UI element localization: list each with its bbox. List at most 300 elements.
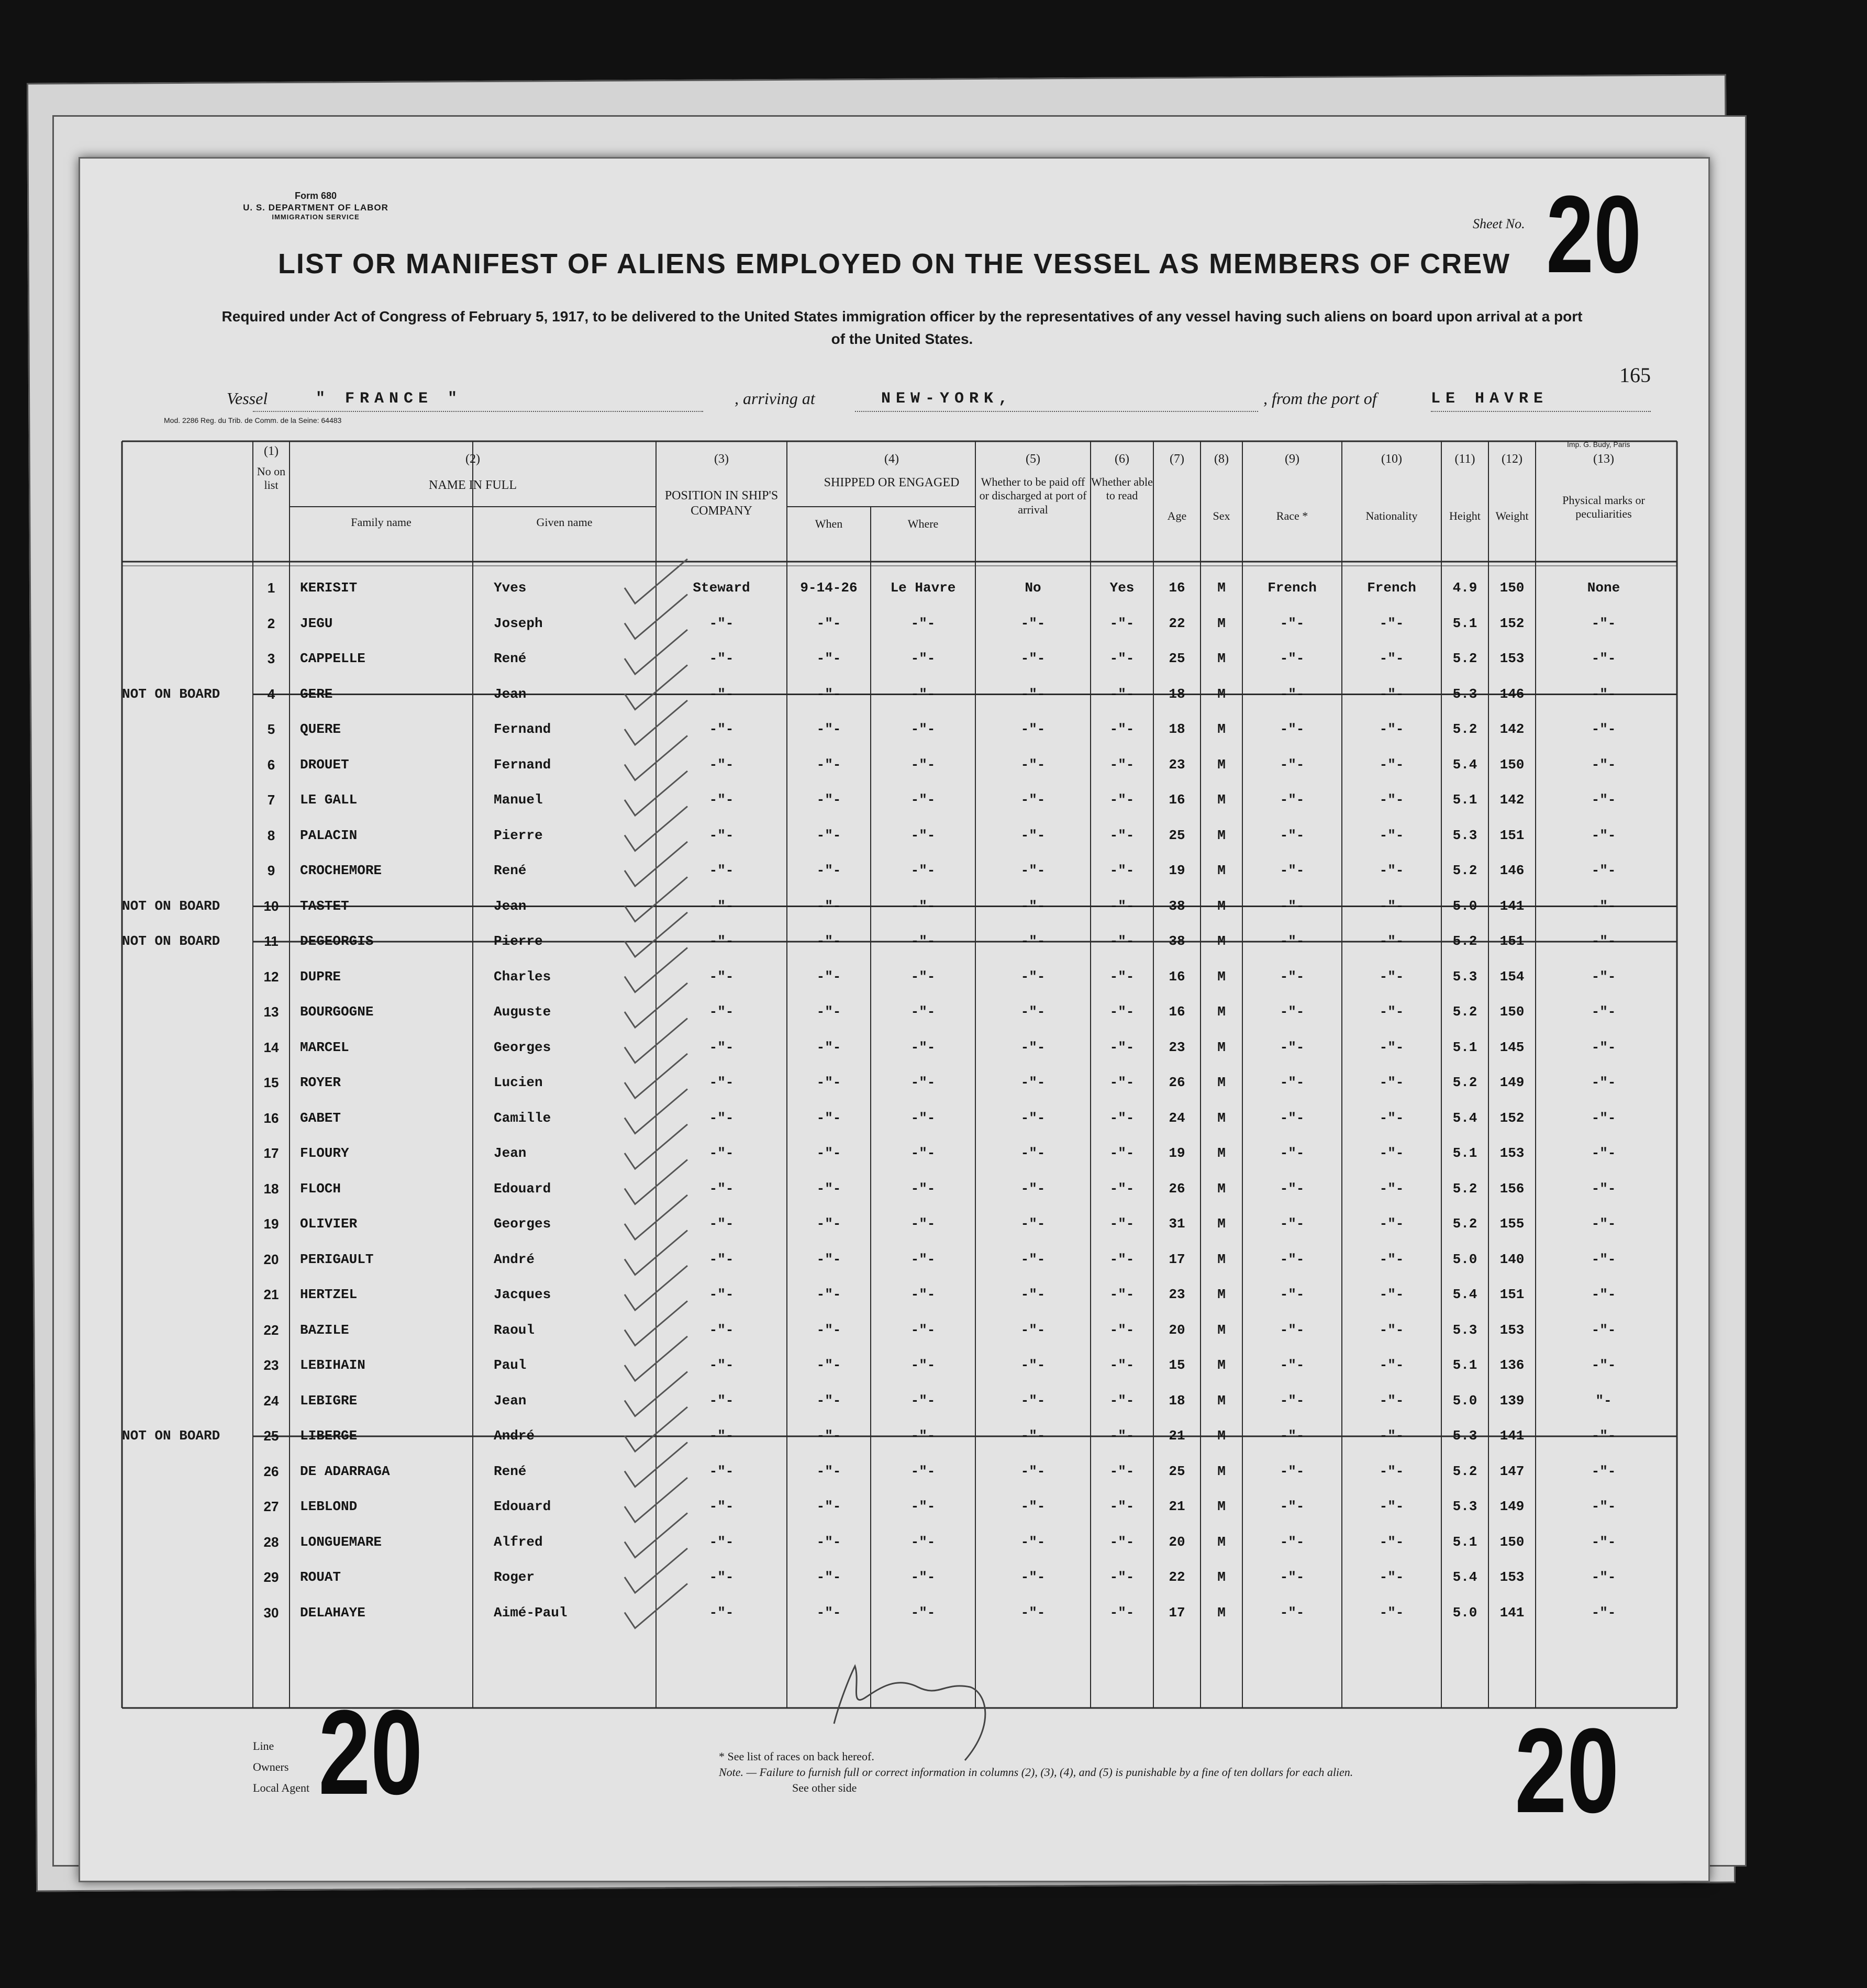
cell-read: -"- — [1109, 1287, 1135, 1302]
col11-num: (11) — [1454, 452, 1475, 466]
cell-sex: M — [1217, 827, 1226, 843]
cell-weight: 152 — [1499, 615, 1525, 631]
cell-marks: -"- — [1591, 1004, 1616, 1020]
cell-position: -"- — [709, 933, 734, 949]
cell-where: -"- — [910, 1004, 936, 1020]
cell-race: -"- — [1280, 686, 1305, 702]
col7-label: Age — [1167, 509, 1187, 522]
cell-race: -"- — [1280, 827, 1305, 843]
cell-given: Camille — [494, 1110, 551, 1126]
cell-race: -"- — [1280, 1075, 1305, 1090]
cell-nat: -"- — [1379, 1145, 1404, 1161]
cell-read: -"- — [1109, 1216, 1135, 1232]
col1-num: (1) — [264, 444, 279, 458]
cell-when: -"- — [816, 863, 841, 878]
cell-given: Auguste — [494, 1004, 551, 1020]
col2-num: (2) — [465, 452, 480, 466]
cell-marks: -"- — [1591, 1357, 1616, 1373]
cell-given: Charles — [494, 968, 551, 985]
cell-height: 5.0 — [1452, 1604, 1477, 1621]
cell-given: Manuel — [494, 792, 543, 808]
cell-weight: 150 — [1499, 1534, 1525, 1550]
cell-when: -"- — [816, 1039, 841, 1055]
cell-weight: 153 — [1499, 1145, 1525, 1161]
cell-read: -"- — [1109, 863, 1135, 878]
cell-age: 21 — [1169, 1499, 1185, 1514]
cell-position: Steward — [693, 580, 750, 596]
cell-when: -"- — [816, 651, 841, 666]
cell-weight: 140 — [1499, 1251, 1525, 1267]
cell-read: -"- — [1109, 686, 1135, 702]
cell-no: 12 — [263, 968, 279, 985]
cell-read: -"- — [1109, 933, 1135, 949]
cell-read: -"- — [1109, 1357, 1135, 1373]
cell-height: 5.4 — [1452, 1110, 1477, 1126]
cell-marks: -"- — [1591, 1251, 1616, 1267]
cell-paid: -"- — [1020, 721, 1046, 737]
cell-no: 13 — [263, 1004, 279, 1020]
cell-race: -"- — [1280, 968, 1305, 985]
cell-given: Edouard — [494, 1499, 551, 1514]
cell-given: Pierre — [494, 933, 543, 949]
cell-paid: -"- — [1020, 1322, 1046, 1338]
cell-age: 20 — [1169, 1322, 1185, 1338]
cell-no: 22 — [263, 1322, 279, 1338]
cell-nat: -"- — [1379, 1039, 1404, 1055]
cell-read: -"- — [1109, 1322, 1135, 1338]
cell-race: -"- — [1280, 1251, 1305, 1267]
cell-sex: M — [1217, 1216, 1226, 1232]
cell-sex: M — [1217, 721, 1226, 737]
cell-when: -"- — [816, 1357, 841, 1373]
cell-race: -"- — [1280, 1569, 1305, 1585]
cell-when: -"- — [816, 1499, 841, 1514]
cell-when: 9-14-26 — [800, 580, 858, 596]
cell-no: 10 — [263, 898, 279, 914]
cell-position: -"- — [709, 686, 734, 702]
cell-marks: -"- — [1591, 898, 1616, 914]
cell-height: 5.2 — [1452, 863, 1477, 878]
cell-weight: 150 — [1499, 580, 1525, 596]
cell-weight: 155 — [1499, 1216, 1525, 1232]
cell-family: CROCHEMORE — [300, 863, 382, 878]
cell-weight: 154 — [1499, 968, 1525, 985]
cell-when: -"- — [816, 1251, 841, 1267]
service: IMMIGRATION SERVICE — [272, 213, 360, 221]
owners-label: Owners — [253, 1760, 289, 1773]
cell-weight: 145 — [1499, 1039, 1525, 1055]
col2-label: NAME IN FULL — [429, 478, 517, 492]
cell-height: 5.2 — [1452, 1004, 1477, 1020]
page-title: LIST OR MANIFEST OF ALIENS EMPLOYED ON THE VESSEL AS MEMBERS OF CREW — [277, 248, 1511, 280]
col7-num: (7) — [1170, 452, 1184, 466]
cell-paid: -"- — [1020, 968, 1046, 985]
cell-position: -"- — [709, 1004, 734, 1020]
cell-age: 19 — [1169, 863, 1185, 878]
cell-paid: -"- — [1020, 1075, 1046, 1090]
cell-read: -"- — [1109, 1039, 1135, 1055]
cell-family: ROYER — [300, 1075, 341, 1090]
cell-where: -"- — [910, 827, 936, 843]
col4b-label: Where — [907, 517, 939, 530]
check-marks — [625, 559, 687, 1628]
cell-age: 15 — [1169, 1357, 1185, 1373]
cell-no: 26 — [263, 1463, 279, 1479]
cell-given: Jean — [494, 686, 527, 702]
cell-sex: M — [1217, 792, 1226, 808]
cell-nat: -"- — [1379, 1075, 1404, 1090]
cell-read: Yes — [1109, 580, 1135, 596]
cell-family: QUERE — [300, 721, 341, 737]
cell-marks: -"- — [1591, 1428, 1616, 1444]
cell-height: 5.3 — [1452, 968, 1477, 985]
cell-age: 26 — [1169, 1180, 1185, 1197]
cell-position: -"- — [709, 1428, 734, 1444]
cell-family: MARCEL — [300, 1039, 349, 1055]
cell-read: -"- — [1109, 792, 1135, 808]
cell-height: 5.3 — [1452, 1428, 1477, 1444]
col8-num: (8) — [1214, 452, 1229, 466]
signature — [834, 1666, 985, 1760]
cell-given: Joseph — [494, 615, 543, 631]
cell-marks: -"- — [1591, 1039, 1616, 1055]
cell-when: -"- — [816, 756, 841, 773]
cell-given: Roger — [494, 1569, 535, 1585]
cell-marks: -"- — [1591, 1534, 1616, 1550]
cell-read: -"- — [1109, 1075, 1135, 1090]
cell-weight: 150 — [1499, 1004, 1525, 1020]
cell-position: -"- — [709, 1463, 734, 1479]
cell-position: -"- — [709, 721, 734, 737]
col4a-label: When — [815, 517, 843, 530]
cell-marks: -"- — [1591, 721, 1616, 737]
cell-weight: 151 — [1499, 827, 1525, 843]
cell-family: FLOCH — [300, 1180, 341, 1197]
cell-no: 21 — [263, 1287, 279, 1302]
cell-weight: 141 — [1499, 1604, 1525, 1621]
cell-sex: M — [1217, 1604, 1226, 1621]
not-on-board-remark: NOT ON BOARD — [122, 933, 220, 949]
cell-nat: -"- — [1379, 1357, 1404, 1373]
cell-marks: -"- — [1591, 686, 1616, 702]
cell-paid: -"- — [1020, 1145, 1046, 1161]
cell-age: 24 — [1169, 1110, 1185, 1126]
cell-sex: M — [1217, 1039, 1226, 1055]
cell-no: 16 — [263, 1110, 279, 1126]
cell-no: 3 — [267, 651, 275, 666]
cell-sex: M — [1217, 1322, 1226, 1338]
cell-nat: -"- — [1379, 1180, 1404, 1197]
cell-no: 9 — [267, 863, 275, 878]
cell-family: KERISIT — [300, 580, 358, 596]
cell-sex: M — [1217, 968, 1226, 985]
cell-weight: 146 — [1499, 863, 1525, 878]
cell-position: -"- — [709, 1287, 734, 1302]
cell-sex: M — [1217, 1463, 1226, 1479]
cell-when: -"- — [816, 1534, 841, 1550]
manifest-page — [79, 157, 1710, 1882]
cell-given: Paul — [494, 1357, 527, 1373]
col12-num: (12) — [1502, 452, 1523, 466]
cell-read: -"- — [1109, 721, 1135, 737]
cell-nat: -"- — [1379, 933, 1404, 949]
cell-where: -"- — [910, 1110, 936, 1126]
cell-nat: -"- — [1379, 1428, 1404, 1444]
cell-read: -"- — [1109, 1004, 1135, 1020]
cell-given: Fernand — [494, 721, 551, 737]
cell-marks: -"- — [1591, 827, 1616, 843]
races-note: * See list of races on back hereof. — [719, 1750, 874, 1763]
cell-where: -"- — [910, 1287, 936, 1302]
cell-marks: -"- — [1591, 933, 1616, 949]
cell-age: 17 — [1169, 1251, 1185, 1267]
arriving-label: , arriving at — [735, 389, 815, 408]
cell-position: -"- — [709, 1180, 734, 1197]
cell-when: -"- — [816, 968, 841, 985]
cell-paid: -"- — [1020, 1534, 1046, 1550]
cell-read: -"- — [1109, 1392, 1135, 1409]
cell-where: -"- — [910, 686, 936, 702]
cell-given: André — [494, 1251, 535, 1267]
cell-family: LIBERGE — [300, 1428, 358, 1444]
cell-weight: 153 — [1499, 1569, 1525, 1585]
cell-no: 6 — [267, 756, 275, 773]
page-number: 165 — [1619, 363, 1651, 387]
from-port: LE HAVRE — [1431, 390, 1549, 408]
cell-read: -"- — [1109, 1145, 1135, 1161]
cell-marks: -"- — [1591, 1463, 1616, 1479]
cell-race: -"- — [1280, 1357, 1305, 1373]
cell-marks: -"- — [1591, 1569, 1616, 1585]
cell-paid: -"- — [1020, 1180, 1046, 1197]
cell-nat: -"- — [1379, 898, 1404, 914]
cell-given: Aimé-Paul — [494, 1604, 568, 1621]
cell-position: -"- — [709, 756, 734, 773]
cell-when: -"- — [816, 827, 841, 843]
cell-marks: -"- — [1591, 863, 1616, 878]
cell-paid: -"- — [1020, 1216, 1046, 1232]
cell-given: Jean — [494, 1145, 527, 1161]
cell-family: DROUET — [300, 756, 349, 773]
cell-when: -"- — [816, 1075, 841, 1090]
cell-where: -"- — [910, 1075, 936, 1090]
cell-family: LEBIGRE — [300, 1392, 358, 1409]
cell-where: -"- — [910, 1322, 936, 1338]
cell-family: BOURGOGNE — [300, 1004, 374, 1020]
arriving-port: NEW-YORK, — [881, 390, 1014, 408]
cell-position: -"- — [709, 863, 734, 878]
col13-num: (13) — [1593, 452, 1614, 466]
cell-height: 5.0 — [1452, 898, 1477, 914]
not-on-board-remark: NOT ON BOARD — [122, 686, 220, 702]
cell-when: -"- — [816, 1604, 841, 1621]
cell-age: 16 — [1169, 580, 1185, 596]
cell-height: 5.2 — [1452, 651, 1477, 666]
cell-nat: -"- — [1379, 792, 1404, 808]
cell-position: -"- — [709, 1039, 734, 1055]
cell-nat: -"- — [1379, 863, 1404, 878]
col6-label: Whether able to read — [1091, 475, 1153, 502]
cell-height: 5.2 — [1452, 721, 1477, 737]
cell-weight: 141 — [1499, 898, 1525, 914]
mod-line: Mod. 2286 Reg. du Trib. de Comm. de la Seine: 64483 — [164, 416, 342, 425]
cell-position: -"- — [709, 1110, 734, 1126]
cell-when: -"- — [816, 1004, 841, 1020]
cell-race: -"- — [1280, 1534, 1305, 1550]
cell-nat: -"- — [1379, 1216, 1404, 1232]
cell-height: 5.2 — [1452, 1075, 1477, 1090]
cell-age: 25 — [1169, 651, 1185, 666]
cell-no: 27 — [263, 1499, 279, 1514]
cell-race: -"- — [1280, 1322, 1305, 1338]
cell-where: -"- — [910, 1534, 936, 1550]
cell-marks: -"- — [1591, 1180, 1616, 1197]
cell-family: PERIGAULT — [300, 1251, 374, 1267]
cell-given: Fernand — [494, 756, 551, 773]
cell-given: Jacques — [494, 1287, 551, 1302]
cell-read: -"- — [1109, 827, 1135, 843]
cell-when: -"- — [816, 1463, 841, 1479]
cell-height: 5.1 — [1452, 1145, 1477, 1161]
cell-marks: "- — [1595, 1392, 1612, 1409]
cell-position: -"- — [709, 1604, 734, 1621]
cell-age: 18 — [1169, 1392, 1185, 1409]
cell-where: -"- — [910, 1463, 936, 1479]
cell-where: -"- — [910, 1145, 936, 1161]
cell-sex: M — [1217, 651, 1226, 666]
cell-read: -"- — [1109, 1110, 1135, 1126]
cell-where: -"- — [910, 1499, 936, 1514]
cell-nat: -"- — [1379, 1110, 1404, 1126]
cell-paid: -"- — [1020, 651, 1046, 666]
cell-age: 16 — [1169, 792, 1185, 808]
cell-nat: -"- — [1379, 1287, 1404, 1302]
cell-no: 17 — [263, 1145, 279, 1161]
cell-marks: -"- — [1591, 1499, 1616, 1514]
cell-position: -"- — [709, 1322, 734, 1338]
cell-weight: 142 — [1499, 721, 1525, 737]
cell-read: -"- — [1109, 1428, 1135, 1444]
cell-race: -"- — [1280, 1216, 1305, 1232]
cell-position: -"- — [709, 1499, 734, 1514]
col8-label: Sex — [1213, 509, 1230, 522]
cell-sex: M — [1217, 1180, 1226, 1197]
col1-label: No on list — [257, 465, 286, 492]
cell-no: 15 — [263, 1075, 279, 1090]
cell-read: -"- — [1109, 1463, 1135, 1479]
cell-where: -"- — [910, 721, 936, 737]
not-on-board-remark: NOT ON BOARD — [122, 1428, 220, 1444]
cell-no: 29 — [263, 1569, 279, 1585]
cell-nat: -"- — [1379, 968, 1404, 985]
cell-family: PALACIN — [300, 827, 358, 843]
cell-weight: 150 — [1499, 756, 1525, 773]
cell-when: -"- — [816, 686, 841, 702]
cell-marks: -"- — [1591, 615, 1616, 631]
cell-family: ROUAT — [300, 1569, 341, 1585]
cell-family: GERE — [300, 686, 333, 702]
cell-race: -"- — [1280, 1604, 1305, 1621]
cell-age: 22 — [1169, 615, 1185, 631]
cell-age: 25 — [1169, 827, 1185, 843]
cell-nat: -"- — [1379, 827, 1404, 843]
cell-age: 17 — [1169, 1604, 1185, 1621]
cell-height: 5.2 — [1452, 1180, 1477, 1197]
vessel-label: Vessel — [227, 389, 268, 408]
cell-nat: -"- — [1379, 1534, 1404, 1550]
cell-no: 2 — [267, 615, 275, 631]
cell-position: -"- — [709, 615, 734, 631]
cell-family: BAZILE — [300, 1322, 349, 1338]
cell-where: -"- — [910, 651, 936, 666]
cell-family: LEBLOND — [300, 1499, 358, 1514]
check-mark — [625, 559, 687, 604]
cell-family: TASTET — [300, 898, 349, 914]
stamp-right: 20 — [1515, 1703, 1619, 1838]
cell-sex: M — [1217, 1004, 1226, 1020]
cell-read: -"- — [1109, 1180, 1135, 1197]
cell-weight: 153 — [1499, 1322, 1525, 1338]
cell-paid: -"- — [1020, 1392, 1046, 1409]
cell-position: -"- — [709, 1251, 734, 1267]
cell-paid: -"- — [1020, 1287, 1046, 1302]
cell-weight: 139 — [1499, 1392, 1525, 1409]
col6-num: (6) — [1115, 452, 1129, 466]
cell-race: -"- — [1280, 1145, 1305, 1161]
cell-race: -"- — [1280, 615, 1305, 631]
cell-weight: 142 — [1499, 792, 1525, 808]
cell-age: 22 — [1169, 1569, 1185, 1585]
cell-height: 5.0 — [1452, 1251, 1477, 1267]
cell-sex: M — [1217, 1569, 1226, 1585]
cell-height: 5.1 — [1452, 1357, 1477, 1373]
cell-paid: -"- — [1020, 1357, 1046, 1373]
cell-paid: No — [1025, 580, 1041, 596]
cell-sex: M — [1217, 1428, 1226, 1444]
sheet-number: 20 — [1546, 173, 1642, 296]
cell-when: -"- — [816, 1287, 841, 1302]
local-agent-label: Local Agent — [253, 1781, 310, 1794]
cell-no: 8 — [267, 827, 275, 843]
cell-nat: -"- — [1379, 1569, 1404, 1585]
cell-height: 5.4 — [1452, 1569, 1477, 1585]
cell-weight: 151 — [1499, 1287, 1525, 1302]
cell-when: -"- — [816, 1145, 841, 1161]
cell-where: -"- — [910, 1039, 936, 1055]
col11-label: Height — [1449, 509, 1481, 522]
cell-read: -"- — [1109, 1604, 1135, 1621]
cell-read: -"- — [1109, 615, 1135, 631]
cell-age: 31 — [1169, 1216, 1185, 1232]
cell-race: -"- — [1280, 1392, 1305, 1409]
col3-label: POSITION IN SHIP'S COMPANY — [664, 489, 779, 518]
cell-marks: None — [1587, 580, 1620, 596]
cell-where: -"- — [910, 615, 936, 631]
cell-sex: M — [1217, 1499, 1226, 1514]
cell-age: 23 — [1169, 756, 1185, 773]
cell-nat: -"- — [1379, 1463, 1404, 1479]
cell-race: -"- — [1280, 1428, 1305, 1444]
cell-no: 11 — [264, 933, 279, 949]
stamp-left: 20 — [318, 1685, 423, 1819]
cell-height: 5.3 — [1452, 827, 1477, 843]
cell-race: -"- — [1280, 792, 1305, 808]
cell-read: -"- — [1109, 1569, 1135, 1585]
cell-where: -"- — [910, 1428, 936, 1444]
cell-sex: M — [1217, 1251, 1226, 1267]
cell-sex: M — [1217, 1075, 1226, 1090]
cell-family: HERTZEL — [300, 1287, 358, 1302]
